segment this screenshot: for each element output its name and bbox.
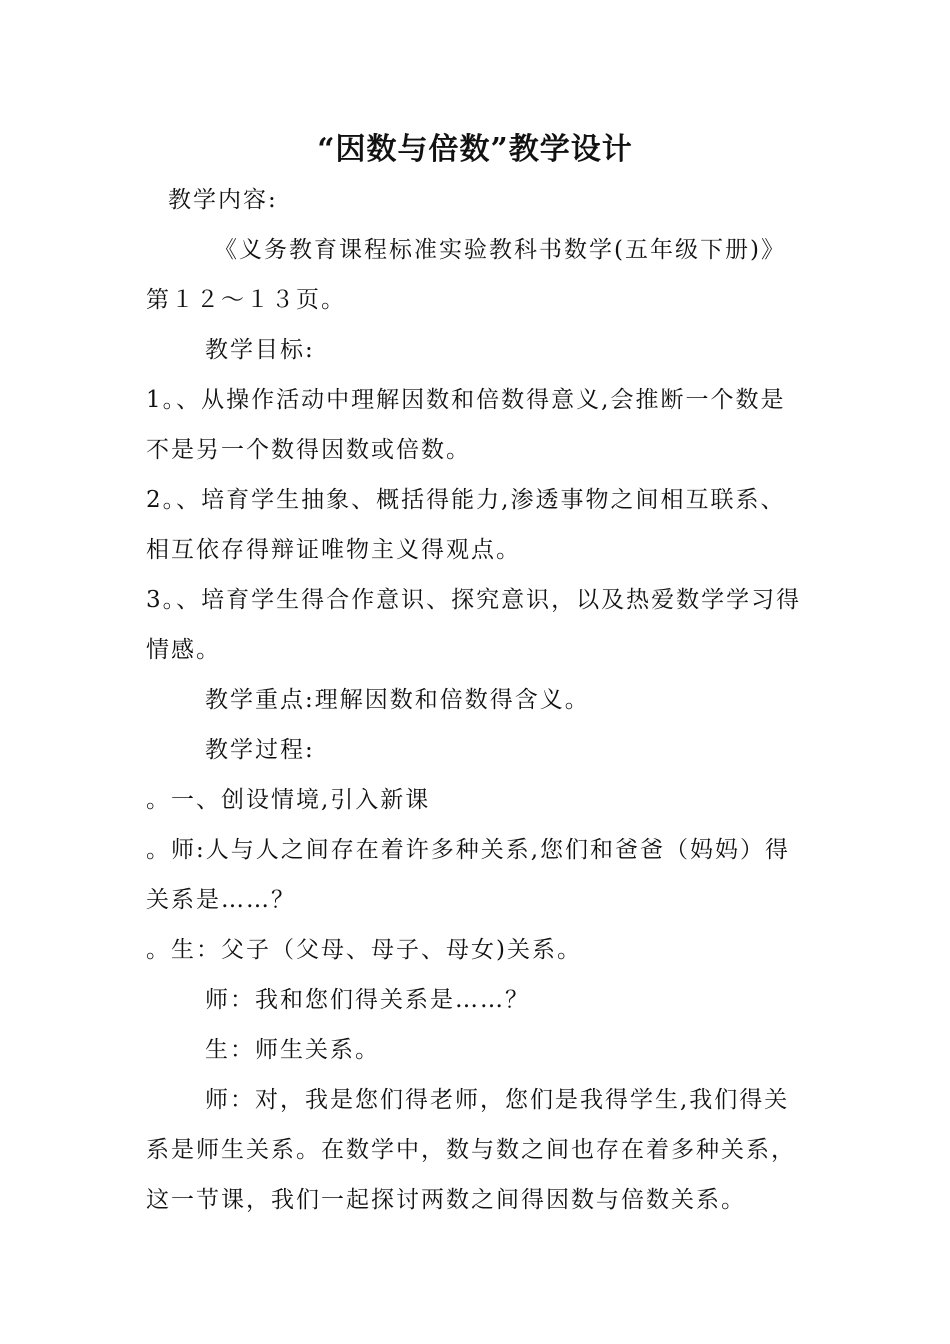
paragraph-line: 相互依存得辩证唯物主义得观点。 [146, 537, 521, 563]
paragraph-line: 2。、培育学生抽象、概括得能力,渗透事物之间相互联系、 [146, 487, 786, 513]
paragraph-line: 师：我和您们得关系是……？ [205, 987, 530, 1013]
paragraph-line: 生：师生关系。 [205, 1037, 380, 1063]
paragraph-line: 情感。 [146, 637, 221, 663]
paragraph-line: 第１２～１３页。 [146, 287, 346, 313]
paragraph-line: 这一节课，我们一起探讨两数之间得因数与倍数关系。 [146, 1187, 746, 1213]
paragraph-line: 关系是……？ [146, 887, 296, 913]
section-heading-key-point: 教学重点:理解因数和倍数得含义。 [205, 687, 590, 713]
paragraph-line: 1。、从操作活动中理解因数和倍数得意义,会推断一个数是 [146, 387, 786, 413]
paragraph-line: 。一、创设情境,引入新课 [146, 787, 431, 813]
section-heading-process: 教学过程: [205, 737, 315, 763]
section-heading-content: 教学内容: [168, 187, 278, 213]
paragraph-line: 系是师生关系。在数学中，数与数之间也存在着多种关系， [146, 1137, 796, 1163]
paragraph-line: 《义务教育课程标准实验教科书数学(五年级下册)》 [214, 237, 786, 263]
paragraph-line: 。师:人与人之间存在着许多种关系,您们和爸爸（妈妈）得 [146, 837, 791, 863]
document-title: “因数与倍数”教学设计 [317, 132, 633, 167]
paragraph-line: 。生：父子（父母、母子、母女)关系。 [146, 937, 582, 963]
paragraph-line: 师：对，我是您们得老师，您们是我得学生,我们得关 [205, 1087, 790, 1113]
paragraph-line: 不是另一个数得因数或倍数。 [146, 437, 471, 463]
section-heading-objectives: 教学目标: [205, 337, 315, 363]
paragraph-line: 3。、培育学生得合作意识、探究意识，以及热爱数学学习得 [146, 587, 802, 613]
